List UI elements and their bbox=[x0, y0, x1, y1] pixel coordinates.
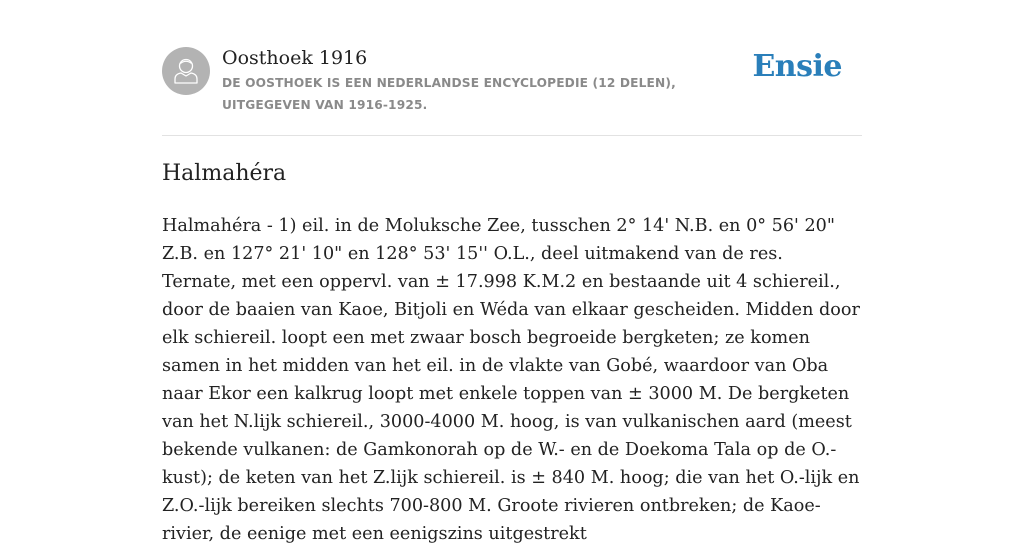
avatar bbox=[162, 47, 210, 95]
ensie-logo-link[interactable]: Ensie bbox=[752, 49, 842, 84]
entry-text: Halmahéra - 1) eil. in de Moluksche Zee, tusschen 2° 14' N.B. en 0° 56' 20" Z.B. en 127° 21' 10" en 128° 53' 15'' O.L., deel uitmakend van de res. Ternate, met een oppervl. van ± 17.998 K.M.2 en bestaande uit 4 schiereil., door de baaien van Kaoe, Bitjoli en Wéda van elkaar gescheiden. Midden door elk schiereil. loopt een met zwaar bosch begroeide bergketen; ze komen samen in het midden van het eil. in de vlakte van Gobé, waardoor van Oba naar Ekor een kalkrug loopt met enkele toppen van ± 3000 M. De bergketen van het N.lijk schiereil., 3000-4000 M. hoog, is van vulkanischen aard (meest bekende vulkanen: de Gamkonorah op de W.- en de Doekoma Tala op de O.-kust); de keten van het Z.lijk schiereil. is ± 840 M. hoog; die van het O.-lijk en Z.O.-lijk bereiken slechts 700-800 M. Groote rivieren ontbreken; de Kaoe-rivier, de eenige met een eenigszins uitgestrekt bbox=[162, 216, 860, 544]
source-info bbox=[222, 45, 762, 116]
header-divider bbox=[162, 135, 862, 136]
source-header bbox=[162, 45, 862, 117]
user-silhouette-icon bbox=[162, 47, 210, 95]
source-title: Oosthoek 1916 bbox=[222, 47, 368, 69]
entry-title: Halmahéra bbox=[162, 161, 287, 186]
page-container bbox=[162, 0, 862, 544]
source-description: DE OOSTHOEK IS EEN NEDERLANDSE ENCYCLOPEDIE (12 DELEN), UITGEGEVEN VAN 1916-1925. bbox=[222, 76, 676, 112]
